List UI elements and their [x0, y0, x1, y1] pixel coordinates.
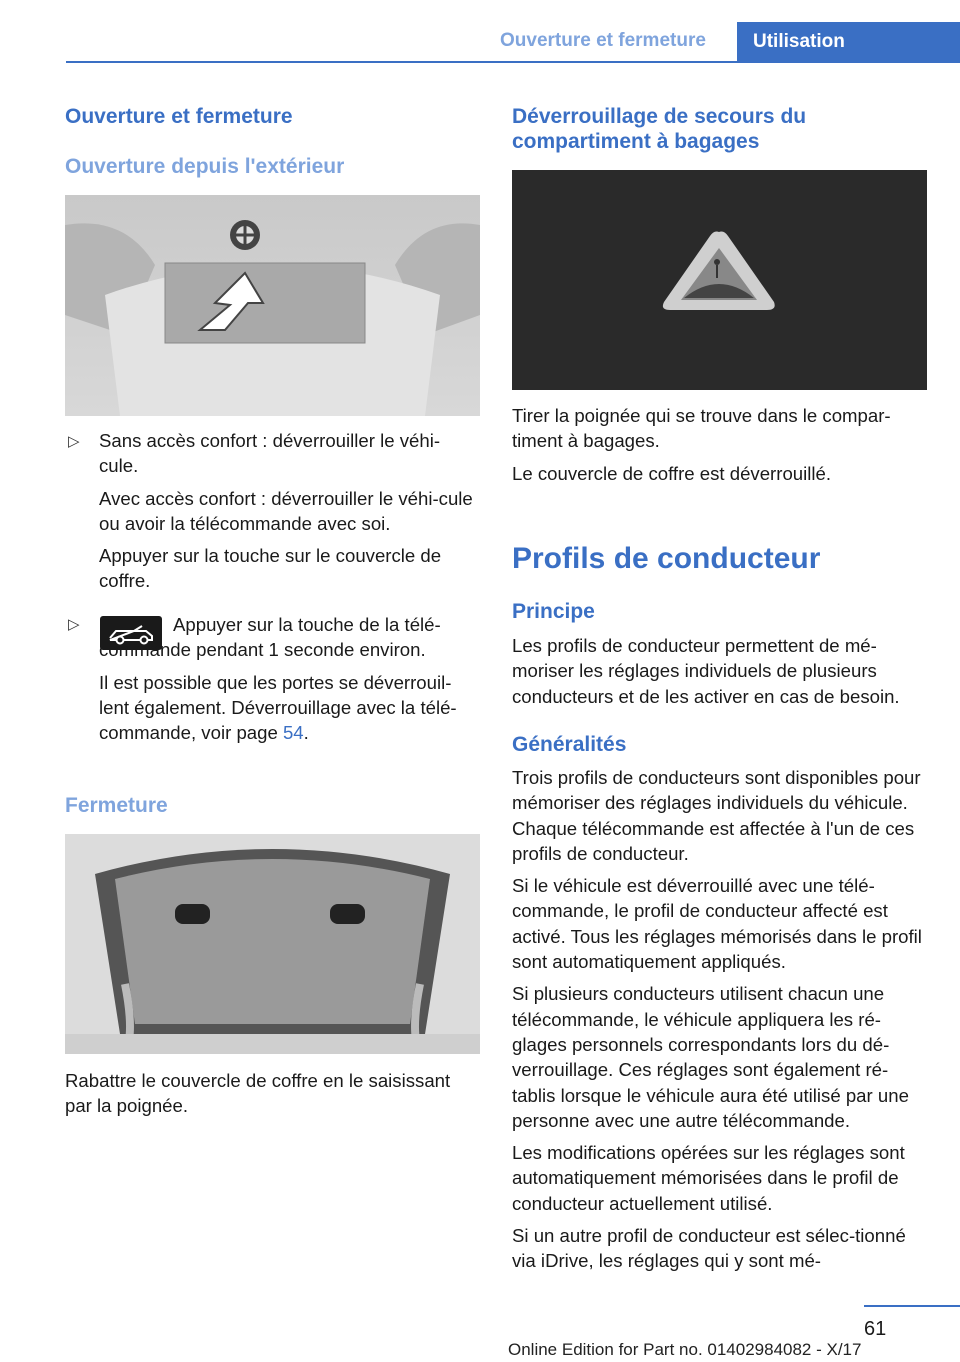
edition-note: Online Edition for Part no. 01402984082 - X/17 — [508, 1340, 862, 1359]
bullet-2-paragraph-2 — [99, 670, 477, 746]
triangle-right-icon: ▷ — [68, 616, 80, 633]
emergency-paragraph-1: Tirer la poignée qui se trouve dans le compar-timent à bagages. — [512, 405, 891, 452]
general-paragraph-2: Si le véhicule est déverrouillé avec une télé-commande, le profil de conducteur affecté est activé. Tous les réglages mémorisés dans le profil sont automatiquement appliqués. — [512, 875, 922, 973]
bullet-2-text-before-link: Il est possible que les portes se déverrouil-lent également. Déverrouillage avec la télé-commande, voir page — [99, 671, 457, 744]
page-link[interactable]: 54 — [282, 722, 304, 744]
emergency-unlock-title: Déverrouillage de secours du compartiment à bagages — [512, 105, 807, 153]
bullet-2-paragraph-1: Appuyer sur la touche de la télé-commande pendant 1 seconde environ. — [99, 614, 441, 661]
general-paragraph-3: Si plusieurs conducteurs utilisent chacun une télécommande, le véhicule appliquera les ré-glages personnels correspondants lors du dé-verrouillage. Ces réglages sont également ré-tablis lorsque le véhicule aura été utilisé par une personne avec une autre télécommande. — [512, 983, 909, 1131]
header-tab-label: Utilisation — [753, 31, 845, 52]
header-section-title: Ouverture et fermeture — [500, 30, 706, 51]
general-title: Généralités — [512, 733, 627, 756]
footer-rule — [864, 1305, 960, 1307]
subsection-title: Ouverture depuis l'extérieur — [65, 155, 345, 178]
triangle-right-icon: ▷ — [68, 433, 80, 450]
emergency-paragraph-2: Le couvercle de coffre est déverrouillé. — [512, 462, 832, 484]
bullet-1-paragraph-2: Avec accès confort : déverrouiller le véhi-cule ou avoir la télécommande avec soi. — [99, 487, 473, 534]
closing-text: Rabattre le couvercle de coffre en le saisissant par la poignée. — [65, 1070, 451, 1117]
general-paragraph-5: Si un autre profil de conducteur est sélec-tionné via iDrive, les réglages qui y sont mé- — [512, 1225, 906, 1272]
bullet-2-text-after-link: . — [303, 722, 309, 744]
general-paragraph-4: Les modifications opérées sur les réglages sont automatiquement mémorisées dans le profil de conducteur actuellement utilisé. — [512, 1142, 905, 1214]
principle-title: Principe — [512, 600, 595, 623]
page-number: 61 — [864, 1318, 887, 1340]
driver-profiles-title: Profils de conducteur — [512, 542, 821, 575]
bullet-1-paragraph-3: Appuyer sur la touche sur le couvercle de coffre. — [99, 545, 442, 592]
bullet-2-text — [99, 612, 477, 752]
general-paragraph-1: Trois profils de conducteurs sont disponibles pour mémoriser des réglages individuels du véhicule. Chaque télécommande est affectée à l'un de ces profils de conducteur. — [512, 767, 921, 864]
header-tab-utilisation[interactable] — [737, 22, 960, 63]
bullet-1-text — [99, 428, 477, 601]
general-text — [512, 765, 927, 1281]
section-title: Ouverture et fermeture — [65, 105, 293, 128]
trunk-exterior-image — [65, 195, 480, 416]
principle-text: Les profils de conducteur permettent de mé-moriser les réglages individuels de plusieurs conducteurs et de les activer en cas de besoin. — [512, 635, 900, 707]
emergency-handle-image — [512, 170, 927, 390]
trunk-lid-interior-image — [65, 834, 480, 1054]
closing-title: Fermeture — [65, 794, 168, 817]
bullet-1-paragraph-1: Sans accès confort : déverrouiller le véhi-cule. — [99, 430, 441, 477]
emergency-text — [512, 403, 927, 493]
